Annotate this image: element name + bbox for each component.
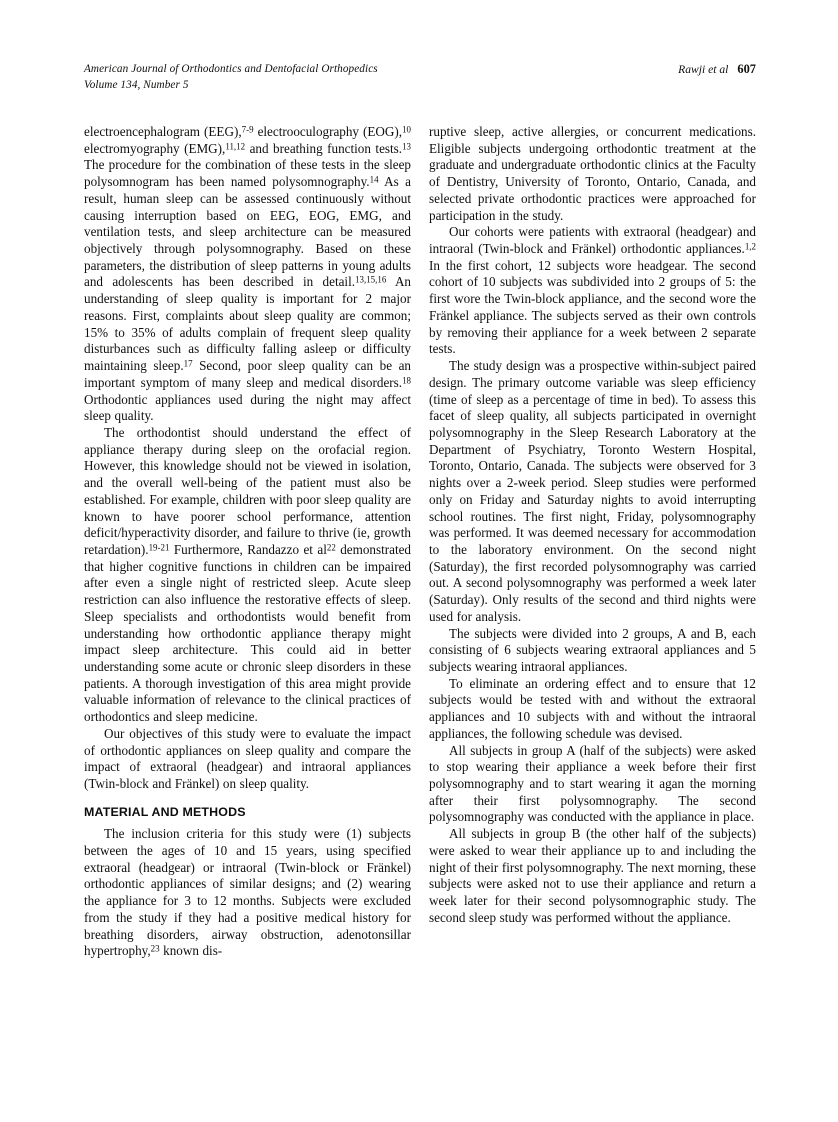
citation-reference: 13 (402, 140, 411, 151)
citation-reference: 23 (150, 943, 160, 954)
paragraph-p-objectives: Our objectives of this study were to evaluate the impact of orthodontic appliances on sleep quality and compare the impact of extraoral (headgear) and intraoral appliances (Twin-block and Fränkel) on sleep quality. (84, 725, 411, 792)
paragraph-p-ruptive-continued: ruptive sleep, active allergies, or concurrent medications. Eligible subjects undergoing orthodontic treatment at the graduate and undergraduate orthodontic clinics at the Faculty of Dentistry, University of Toronto, Ontario, Canada, and selected private orthodontic practices were approached for participation in the study. (429, 124, 756, 223)
paragraph-p-orthodontist: The orthodontist should understand the effect of appliance therapy during sleep on the orofacial region. However, this knowledge should not be viewed in isolation, and the overall well-being of the patient must also be established. For example, children with poor sleep quality are known to have poorer school performance, attention deficit/hyperactivity disorder, and failure to thrive (ie, growth retardation).$^{19-21}$ Furthermore, Randazzo et $al^{22}$ demonstrated that higher cognitive functions in children can be impaired after even a single night of restricted sleep. Acute sleep restriction can also influence the restorative effects of sleep. Sleep specialists and orthodontists would benefit from understanding how orthodontic appliance therapy might impact sleep architecture. This could aid in better understanding some acute or chronic sleep disorders in these patients. A thorough investigation of this area might provide valuable information of relevance to the clinical practices of orthodontics and sleep medicine. (84, 424, 412, 725)
paragraph-p-eeg-continued: electroencephalogram (EEG),$^{7-9}$ electrooculography (EOG),$^{10}$ electromyography (EMG),$^{11,12}$ and breathing function tests.$^{13}$ The procedure for the combination of these tests in the sleep polysomnogram has been named polysomnography.$^{14}$ As a result, human sleep can be assessed continuously without causing interruption based on EEG, EOG, EMG, and ventilation tests, and sleep architecture can be measured objectively through polysomnography. Based on these parameters, the distribution of sleep patterns in young adults and adolescents has been described in detail.$^{13,15,16}$ An understanding of sleep quality is important for 2 major reasons. First, complaints about sleep quality are common; 15% to 35% of adults complain of frequent sleep quality disturbances such as difficulty falling asleep or difficulty maintaining sleep.$^{17}$ Second, poor sleep quality can be an important symptom of many sleep and medical disorders.$^{18}$ Orthodontic appliances used during the night may affect sleep quality. (84, 124, 412, 424)
citation-reference: 11,12 (225, 140, 246, 151)
paragraph-p-ordering-effect: To eliminate an ordering effect and to ensure that 12 subjects would be tested with and without the extraoral appliances and 10 subjects with and without the intraoral appliances, the following schedule was devised. (429, 675, 756, 741)
left-column-paragraphs (84, 124, 411, 793)
running-head-left (84, 62, 378, 93)
citation-reference: 19-21 (148, 542, 170, 553)
running-head (84, 62, 756, 96)
paragraph-p-cohorts: Our cohorts were patients with extraoral (headgear) and intraoral (Twin-block and Fränkel) orthodontic appliances.$^{1,2}$ In the first cohort, 12 subjects wore headgear. The second cohort of 10 subjects was subdivided into 2 groups of 5: the first wore the Twin-block appliance, and the second wore the Fränkel appliance. The subjects served as their own controls by removing their appliance for a week between 2 separate tests. (429, 224, 756, 357)
citation-reference: 1,2 (744, 241, 756, 252)
citation-reference: 18 (402, 375, 411, 386)
section-heading-material-and-methods: MATERIAL AND METHODS (84, 805, 246, 820)
citation-reference: 17 (183, 358, 193, 369)
page-number: 607 (737, 62, 756, 76)
paragraph-p-inclusion: The inclusion criteria for this study were (1) subjects between the ages of 10 and 15 years, using specified extraoral (headgear) or intraoral (Twin-block or Fränkel) orthodontic appliances of similar designs; and (2) wearing the appliance for 3 to 12 months. Subjects were excluded from the study if they had a positive medical history for breathing disorders, airway obstruction, adenotonsillar hypertrophy,$^{23}$ known dis- (84, 826, 411, 959)
running-head-right (678, 62, 756, 78)
citation-reference: 13,15,16 (355, 274, 387, 285)
paragraph-p-groups: The subjects were divided into 2 groups, A and B, each consisting of 6 subjects wearing extraoral appliances and 5 subjects wearing intraoral appliances. (429, 625, 756, 674)
left-column-paragraphs-after-heading (84, 826, 411, 960)
paragraph-p-group-b: All subjects in group B (the other half of the subjects) were asked to wear their appliance up to and including the night of their first polysomnography. The next morning, these subjects were asked not to use their appliance and return a week later for their second polysomnographic study. The second sleep study was performed without the appliance. (429, 826, 756, 925)
two-column-body (84, 124, 756, 960)
citation-reference: 7-9 (241, 124, 254, 135)
citation-reference: 14 (369, 174, 379, 185)
citation-reference: 10 (402, 124, 412, 135)
citation-reference: 22 (326, 542, 336, 553)
right-column-paragraphs (429, 124, 756, 927)
paragraph-p-group-a: All subjects in group A (half of the subjects) were asked to stop wearing their appliance a week before their first polysomnography and to start wearing it agan the morning after their first polysomnography. The second polysomnography was conducted with the appliance in place. (429, 742, 756, 825)
author-citation: Rawji et al (678, 63, 729, 76)
journal-title: American Journal of Orthodontics and Dentofacial Orthopedics (84, 63, 378, 75)
volume-issue: Volume 134, Number 5 (84, 78, 189, 91)
left-column (84, 124, 411, 960)
right-column (429, 124, 756, 960)
paragraph-p-study-design: The study design was a prospective within-subject paired design. The primary outcome variable was sleep efficiency (time of sleep as a percentage of time in bed). To assess this facet of sleep quality, all subjects participated in overnight polysomnography in the Sleep Research Laboratory at the Department of Psychiatry, Toronto Western Hospital, Toronto, Ontario, Canada. The subjects were observed for 3 nights over a 2-week period. Sleep studies were performed only on Friday and Saturday nights to avoid interrupting school routines. The first night, Friday, polysomnography was performed. It was deemed necessary for accommodation to the laboratory environment. On the second night (Saturday), the first recorded polysomnography was carried out. A second polysomnography was performed a week later (Saturday). Only results of the second and third nights were used for analysis. (429, 358, 756, 624)
